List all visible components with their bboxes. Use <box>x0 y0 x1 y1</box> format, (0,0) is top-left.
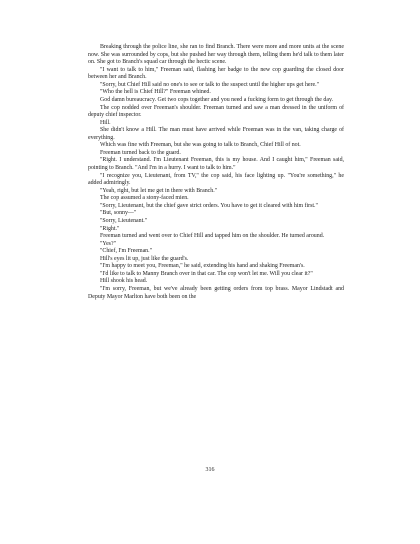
paragraph: God damn bureaucracy. Get two cops together and you need a fucking form to get through the day. <box>100 96 333 103</box>
paragraph: "Who the hell is Chief Hill?" Freeman whined. <box>100 89 211 96</box>
paragraph: "Right. I understand. I'm Lieutenant Freeman, this is my house. And I caught him," Freeman said, pointing to Branch. "And I'm in a hurry. I want to talk to him." <box>88 157 344 171</box>
paragraph: The cop assumed a stony-faced mien. <box>100 195 189 202</box>
paragraph: Freeman turned back to the guard. <box>100 149 181 156</box>
paragraph: Freeman turned and went over to Chief Hill and tapped him on the shoulder. He turned around. <box>100 233 325 240</box>
paragraph: Which was fine with Freeman, but she was going to talk to Branch, Chief Hill of not. <box>100 142 301 149</box>
body-text <box>88 44 344 301</box>
paragraph: "Sorry, but Chief Hill said no one's to see or talk to the suspect until the higher ups get here." <box>100 81 319 88</box>
paragraph: Hill shook his head. <box>100 278 148 285</box>
paragraph: "Sorry, Lieutenant." <box>100 217 148 224</box>
paragraph: She didn't know a Hill. The man must have arrived while Freeman was in the van, taking charge of everything. <box>88 127 344 141</box>
paragraph: "Yeah, right, but let me get in there with Branch." <box>100 187 218 194</box>
paragraph: "I recognize you, Lieutenant, from TV," the cop said, his face lighting up. "You're something," he added admiringly. <box>88 172 344 187</box>
paragraph: "Yes?" <box>100 240 116 247</box>
paragraph: "I want to talk to him," Freeman said, flashing her badge to the new cop guarding the closed door between her and Branch. <box>88 66 344 81</box>
paragraph: Hill's eyes lit up, just like the guard's. <box>100 255 189 262</box>
paragraph: "I'm happy to meet you, Freeman," he said, extending his hand and shaking Freeman's. <box>100 263 305 270</box>
paragraph: "I'd like to talk to Manny Branch over in that car. The cop won't let me. Will you clear it?" <box>100 270 313 277</box>
paragraph: Hill. <box>100 119 111 126</box>
paragraph: "Right." <box>100 225 120 232</box>
paragraph: "Chief, I'm Freeman." <box>100 248 153 255</box>
paragraph: "But, sonny—" <box>100 210 137 217</box>
paragraph: The cop nodded over Freeman's shoulder. Freeman turned and saw a man dressed in the uniform of deputy chief inspector. <box>88 104 344 119</box>
paragraph: "I'm sorry, Freeman, but we've already been getting orders from top brass. Mayor Lindstadt and Deputy Mayor Marlton have both been on the <box>88 286 344 300</box>
paragraph: Breaking through the police line, she ran to find Branch. There were more and more units at the scene now. She was surrounded by cops, but she pushed her way through them, telling them he'd talk to them later on. She got to Branch's squad car through the hectic scene. <box>88 44 344 66</box>
page-number: 316 <box>205 467 215 473</box>
paragraph: "Sorry, Lieutenant, but the chief gave strict orders. You have to get it cleared with him first." <box>100 202 318 209</box>
